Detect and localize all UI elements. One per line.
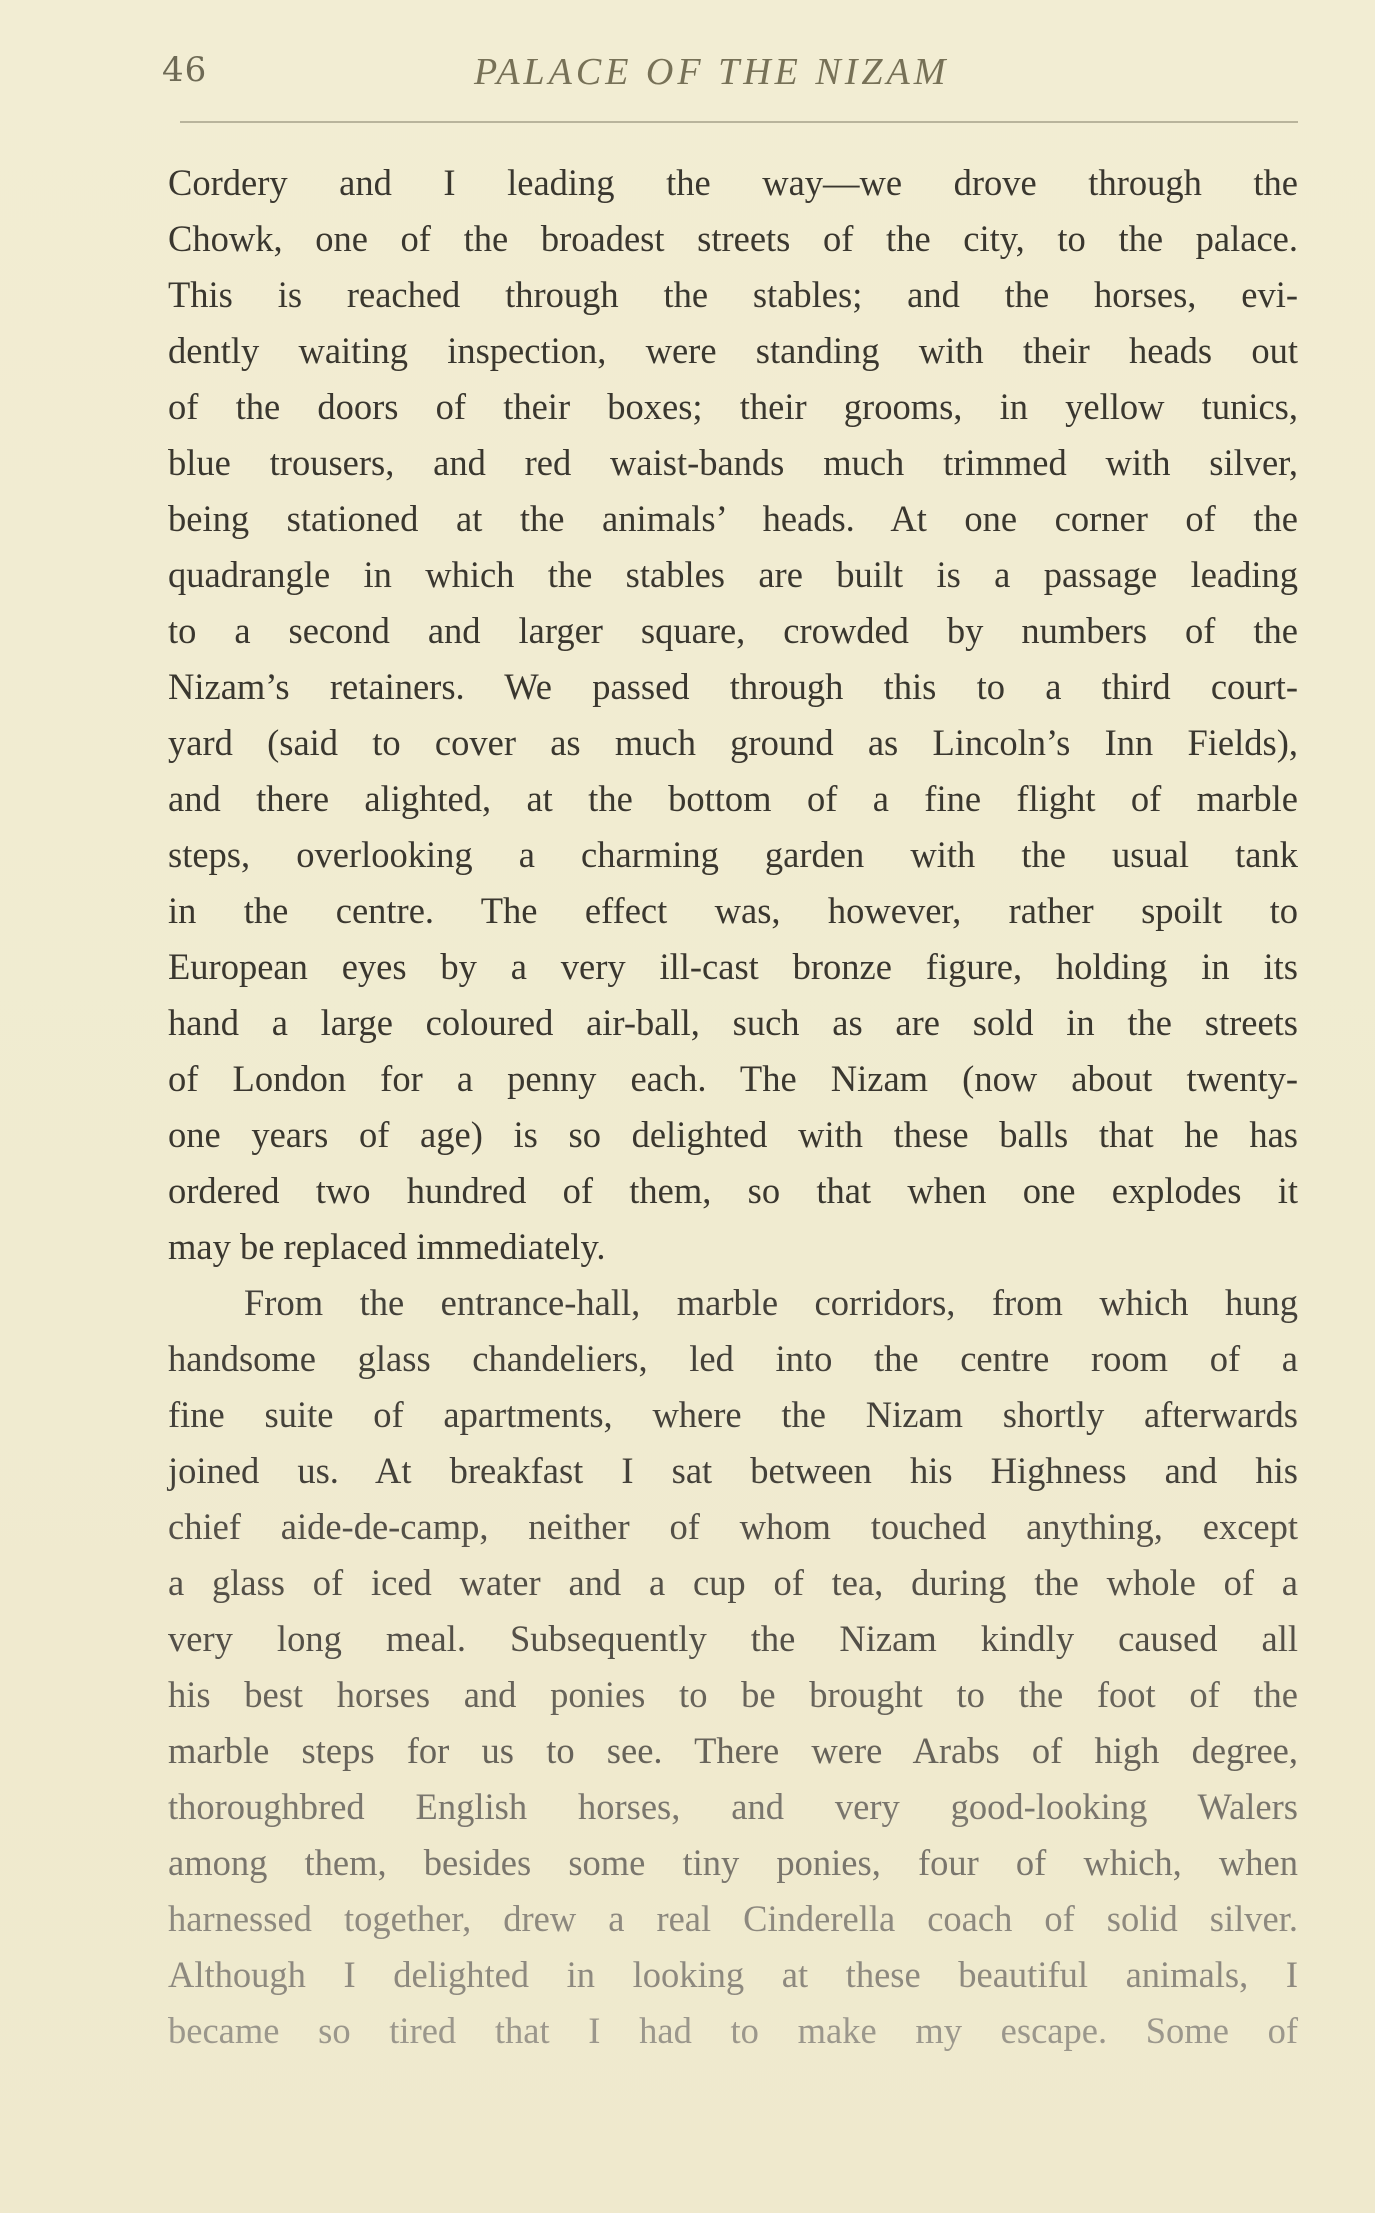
text-line: in the centre. The effect was, however, rather spoilt to — [168, 890, 1298, 931]
text-line: steps, overlooking a charming garden with the usual tank — [168, 834, 1298, 875]
text-line: harnessed together, drew a real Cinderella coach of solid silver. — [168, 1898, 1298, 1939]
text-line: to a second and larger square, crowded by numbers of the — [168, 610, 1298, 651]
text-line: blue trousers, and red waist-bands much trimmed with silver, — [168, 442, 1298, 483]
text-line: Although I delighted in looking at these beautiful animals, I — [168, 1954, 1298, 1995]
text-line: a glass of iced water and a cup of tea, during the whole of a — [168, 1562, 1298, 1603]
text-line: European eyes by a very ill-cast bronze figure, holding in its — [168, 946, 1298, 987]
text-line: one years of age) is so delighted with these balls that he has — [168, 1114, 1298, 1155]
header-rule — [180, 121, 1298, 123]
text-line: From the entrance-hall, marble corridors, from which hung — [244, 1282, 1298, 1323]
text-line: chief aide-de-camp, neither of whom touched anything, except — [168, 1506, 1298, 1547]
text-line: and there alighted, at the bottom of a fine flight of marble — [168, 778, 1298, 819]
text-line: very long meal. Subsequently the Nizam kindly caused all — [168, 1618, 1298, 1659]
page-number: 46 — [162, 50, 208, 90]
text-line: This is reached through the stables; and the horses, evi- — [168, 274, 1298, 315]
text-line: Chowk, one of the broadest streets of the city, to the palace. — [168, 218, 1298, 259]
text-line: among them, besides some tiny ponies, four of which, when — [168, 1842, 1298, 1883]
text-line: yard (said to cover as much ground as Lincoln’s Inn Fields), — [168, 722, 1298, 763]
text-line: hand a large coloured air-ball, such as are sold in the streets — [168, 1002, 1298, 1043]
running-head: PALACE OF THE NIZAM — [474, 51, 950, 93]
text-line: became so tired that I had to make my escape. Some of — [168, 2010, 1298, 2051]
text-line: handsome glass chandeliers, led into the centre room of a — [168, 1338, 1298, 1379]
page-header — [162, 46, 1298, 108]
text-line: quadrangle in which the stables are built is a passage leading — [168, 554, 1298, 595]
text-line: his best horses and ponies to be brought to the foot of the — [168, 1674, 1298, 1715]
text-line: joined us. At breakfast I sat between his Highness and his — [168, 1450, 1298, 1491]
text-line: of the doors of their boxes; their grooms, in yellow tunics, — [168, 386, 1298, 427]
text-line: Cordery and I leading the way—we drove through the — [168, 162, 1298, 203]
text-line: Nizam’s retainers. We passed through this to a third court- — [168, 666, 1298, 707]
text-line: ordered two hundred of them, so that when one explodes it — [168, 1170, 1298, 1211]
text-line: being stationed at the animals’ heads. At one corner of the — [168, 498, 1298, 539]
text-line: may be replaced immediately. — [168, 1226, 606, 1267]
paragraph-1 — [168, 155, 1298, 1275]
text-line: of London for a penny each. The Nizam (now about twenty- — [168, 1058, 1298, 1099]
text-line: marble steps for us to see. There were Arabs of high degree, — [168, 1730, 1298, 1771]
paragraph-2 — [168, 1275, 1298, 2059]
text-line: dently waiting inspection, were standing with their heads out — [168, 330, 1298, 371]
body-text — [168, 155, 1298, 2059]
text-line: fine suite of apartments, where the Nizam shortly afterwards — [168, 1394, 1298, 1435]
text-line: thoroughbred English horses, and very good-looking Walers — [168, 1786, 1298, 1827]
